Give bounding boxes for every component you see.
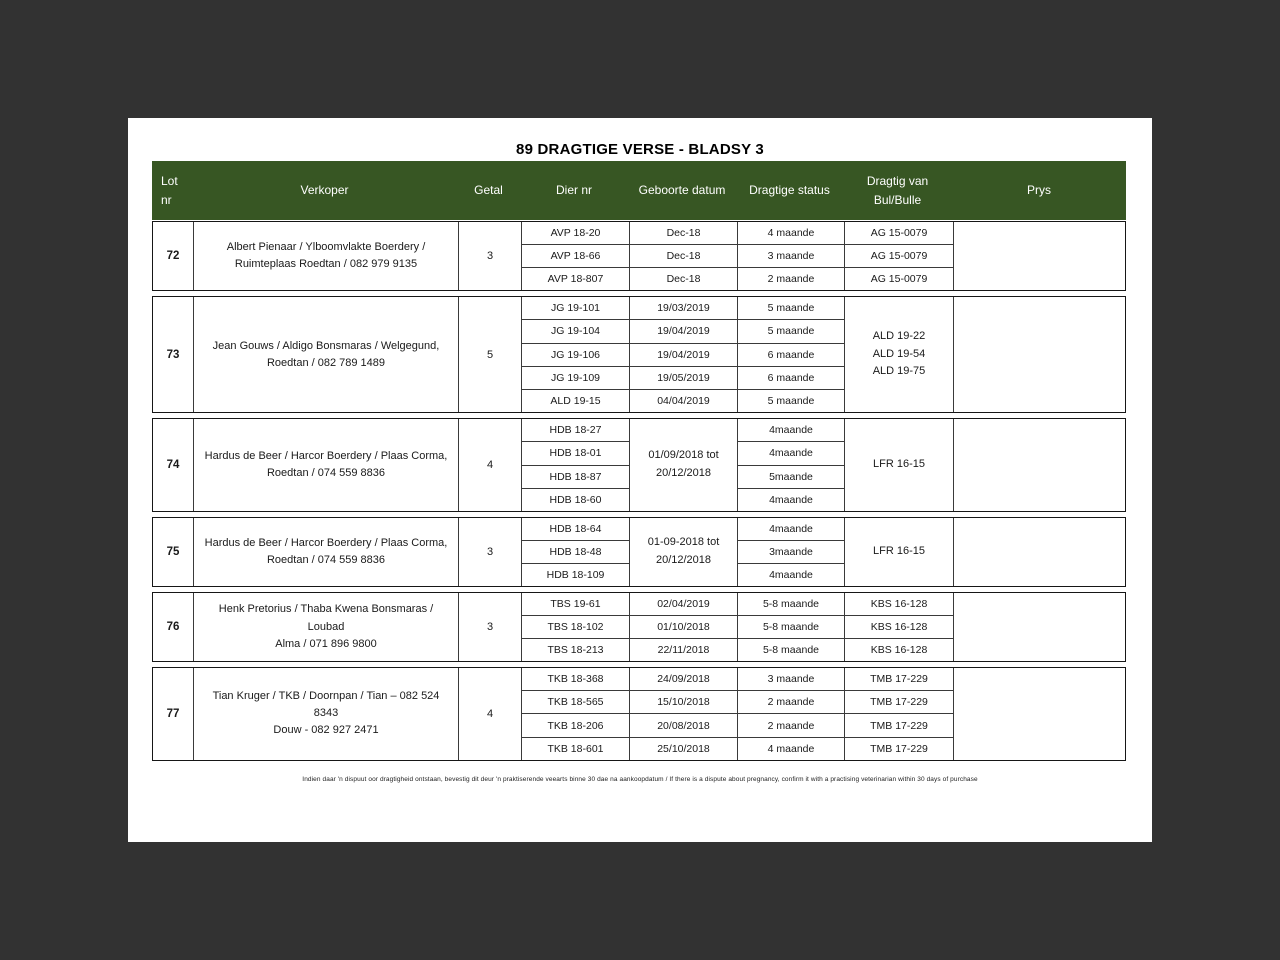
bul-cell: TMB 17-229 (845, 690, 953, 713)
prys-cell (953, 668, 1125, 760)
verkoper-cell (193, 518, 458, 586)
geboorte-datum-cell: 04/04/2019 (630, 389, 737, 412)
geboorte-merged-line: 01/09/2018 tot (648, 449, 719, 462)
verkoper-cell (193, 222, 458, 290)
bul-cell: KBS 16-128 (845, 638, 953, 661)
dier-nr-cell: TBS 19-61 (550, 598, 601, 610)
bul-column (844, 419, 953, 511)
dragtige-status-column (737, 593, 844, 661)
dier-nr-cell: AVP 18-807 (522, 267, 629, 290)
column-header-verkoper: Verkoper (300, 183, 349, 198)
bul-merged-line: ALD 19-75 (872, 365, 926, 378)
dragtige-status-cell: 3maande (738, 540, 844, 563)
bul-cell: AG 15-0079 (845, 244, 953, 267)
geboorte-datum-cell: 02/04/2019 (657, 598, 710, 610)
prys-cell (953, 297, 1125, 412)
verkoper-line: Tian Kruger / TKB / Doornpan / Tian – 082 524 8343 (212, 690, 440, 720)
lot-row-74 (152, 418, 1126, 512)
dier-nr-cell: JG 19-101 (550, 302, 601, 315)
dragtige-status-cell: 5-8 maande (738, 615, 844, 638)
geboorte-datum-cell: 19/04/2019 (630, 343, 737, 366)
geboorte-datum-cell: Dec-18 (666, 227, 701, 240)
lot-nr-cell: 76 (166, 621, 180, 634)
geboorte-datum-cell: 19/04/2019 (630, 319, 737, 342)
dragtige-status-column (737, 419, 844, 511)
lot-row-73 (152, 296, 1126, 413)
dragtige-status-cell: 6 maande (738, 366, 844, 389)
prys-cell (953, 518, 1125, 586)
verkoper-line: Albert Pienaar / Ylboomvlakte Boerdery / (226, 241, 426, 254)
bul-merged-line: LFR 16-15 (873, 458, 925, 471)
bul-cell: KBS 16-128 (845, 615, 953, 638)
verkoper-cell (193, 593, 458, 661)
getal-cell: 4 (458, 419, 521, 511)
bul-column (844, 222, 953, 290)
verkoper-line: Hardus de Beer / Harcor Boerdery / Plaas Corma, (204, 536, 448, 549)
lot-nr-cell: 73 (166, 348, 180, 361)
dier-nr-cell: TKB 18-368 (547, 673, 604, 686)
dragtige-status-column (737, 668, 844, 760)
geboorte-datum-cell: 22/11/2018 (630, 638, 737, 661)
verkoper-line: Ruimteplaas Roedtan / 082 979 9135 (234, 258, 418, 271)
dier-nr-cell: TBS 18-102 (522, 615, 629, 638)
prys-cell (953, 593, 1125, 661)
verkoper-line: Roedtan / 074 559 8836 (266, 466, 386, 479)
dier-nr-cell: TKB 18-206 (522, 713, 629, 736)
dier-nr-cell: AVP 18-20 (550, 227, 601, 240)
dier-nr-cell: HDB 18-87 (522, 465, 629, 488)
dier-nr-cell: AVP 18-66 (522, 244, 629, 267)
pregnancy-dispute-disclaimer: Indien daar 'n dispuut oor dragtigheid ontstaan, bevestig dit deur 'n praktiserende veearts binne 30 dae na aankoopdatum / If there is a dispute about pregnancy, confirm it with a practising veterinarian within 30 days of purchase (302, 775, 978, 783)
dragtige-status-column (737, 297, 844, 412)
dier-nr-cell: JG 19-106 (522, 343, 629, 366)
prys-cell (953, 222, 1125, 290)
geboorte-datum-cell: Dec-18 (630, 267, 737, 290)
bul-cell: TMB 17-229 (845, 713, 953, 736)
geboorte-datum-cell: Dec-18 (630, 244, 737, 267)
dragtige-status-cell: 4maande (738, 441, 844, 464)
dier-nr-cell: TKB 18-565 (522, 690, 629, 713)
dragtige-status-cell: 3 maande (738, 244, 844, 267)
lot-row-75 (152, 517, 1126, 587)
lot-row-76 (152, 592, 1126, 662)
bul-cell: AG 15-0079 (870, 227, 928, 240)
verkoper-cell (193, 668, 458, 760)
bul-cell: KBS 16-128 (870, 598, 928, 610)
dragtige-status-cell: 4 maande (767, 227, 815, 240)
column-header-lot-nr: Lot nr (161, 173, 178, 207)
geboorte-datum-cell: 19/05/2019 (630, 366, 737, 389)
getal-cell: 3 (458, 518, 521, 586)
geboorte-datum-cell: 20/08/2018 (630, 713, 737, 736)
getal-cell: 4 (458, 668, 521, 760)
dragtige-status-cell: 5-8 maande (738, 638, 844, 661)
dier-nr-column (521, 222, 629, 290)
lot-blocks (152, 221, 1126, 761)
lot-row-77 (152, 667, 1126, 761)
verkoper-line: Douw - 082 927 2471 (273, 724, 379, 737)
dragtige-status-cell: 4maande (769, 424, 813, 437)
getal-cell: 5 (458, 297, 521, 412)
dier-nr-column (521, 593, 629, 661)
bul-column (844, 518, 953, 586)
dragtige-status-column (737, 222, 844, 290)
geboorte-merged-line: 01-09-2018 tot (647, 536, 720, 549)
geboorte-merged-line: 20/12/2018 (655, 553, 712, 566)
dier-nr-cell: TKB 18-601 (522, 737, 629, 760)
dragtige-status-cell: 2 maande (738, 267, 844, 290)
dier-nr-column (521, 297, 629, 412)
getal-cell: 3 (458, 593, 521, 661)
dragtige-status-cell: 5 maande (738, 389, 844, 412)
column-header-dragtig-van-bul: Dragtig van Bul/Bulle (866, 173, 929, 207)
dragtige-status-cell: 5 maande (738, 319, 844, 342)
verkoper-line: Alma / 071 896 9800 (275, 637, 377, 650)
geboorte-datum-cell: 19/03/2019 (657, 302, 710, 315)
geboorte-datum-column (629, 297, 737, 412)
dier-nr-cell: HDB 18-01 (522, 441, 629, 464)
dier-nr-cell: HDB 18-48 (522, 540, 629, 563)
geboorte-datum-cell: 25/10/2018 (630, 737, 737, 760)
geboorte-merged-line: 20/12/2018 (655, 466, 712, 479)
table-header-row (152, 161, 1126, 220)
dragtige-status-cell: 2 maande (738, 690, 844, 713)
geboorte-datum-column (629, 222, 737, 290)
verkoper-line: Jean Gouws / Aldigo Bonsmaras / Welgegund, (212, 339, 440, 352)
dragtige-status-cell: 4maande (738, 563, 844, 586)
lot-nr-cell: 77 (166, 707, 180, 720)
bul-merged-line: ALD 19-54 (872, 347, 926, 360)
verkoper-line: Roedtan / 082 789 1489 (266, 356, 386, 369)
dragtige-status-cell: 3 maande (767, 673, 815, 686)
column-header-geboorte-datum: Geboorte datum (638, 183, 726, 198)
lot-nr-cell: 74 (166, 458, 180, 471)
dier-nr-cell: JG 19-104 (522, 319, 629, 342)
geboorte-datum-column (629, 593, 737, 661)
column-header-getal: Getal (474, 183, 503, 198)
verkoper-cell (193, 419, 458, 511)
bul-column (844, 297, 953, 412)
verkoper-cell (193, 297, 458, 412)
column-header-prys: Prys (1027, 183, 1051, 198)
document-page (128, 118, 1152, 842)
bul-merged-line: ALD 19-22 (872, 330, 926, 343)
dragtige-status-cell: 4 maande (738, 737, 844, 760)
bul-column (844, 668, 953, 760)
lot-nr-cell: 75 (166, 545, 180, 558)
dragtige-status-cell: 5-8 maande (762, 598, 820, 610)
dragtige-status-cell: 4maande (738, 488, 844, 511)
dragtige-status-cell: 6 maande (738, 343, 844, 366)
dier-nr-column (521, 668, 629, 760)
column-header-dragtige-status: Dragtige status (749, 183, 830, 198)
geboorte-datum-cell: 01/10/2018 (630, 615, 737, 638)
column-header-dier-nr: Dier nr (555, 183, 592, 198)
lot-row-72 (152, 221, 1126, 291)
verkoper-line: Hardus de Beer / Harcor Boerdery / Plaas Corma, (204, 449, 448, 462)
bul-merged-line: LFR 16-15 (873, 545, 925, 558)
geboorte-datum-column (629, 518, 737, 586)
verkoper-line: Roedtan / 074 559 8836 (266, 553, 386, 566)
dier-nr-cell: JG 19-109 (522, 366, 629, 389)
verkoper-line: Henk Pretorius / Thaba Kwena Bonsmaras / Loubad (218, 603, 434, 633)
dragtige-status-cell: 5 maande (767, 302, 815, 315)
getal-cell: 3 (458, 222, 521, 290)
dier-nr-cell: HDB 18-64 (549, 522, 602, 535)
bul-cell: TMB 17-229 (870, 673, 928, 686)
dragtige-status-column (737, 518, 844, 586)
dragtige-status-cell: 2 maande (738, 713, 844, 736)
dier-nr-cell: HDB 18-60 (522, 488, 629, 511)
geboorte-datum-cell: 24/09/2018 (657, 673, 710, 686)
prys-cell (953, 419, 1125, 511)
geboorte-datum-column (629, 668, 737, 760)
page-title: 89 DRAGTIGE VERSE - BLADSY 3 (516, 141, 764, 158)
bul-cell: TMB 17-229 (845, 737, 953, 760)
dier-nr-column (521, 419, 629, 511)
dier-nr-cell: ALD 19-15 (522, 389, 629, 412)
dragtige-status-cell: 4maande (769, 522, 813, 535)
dier-nr-column (521, 518, 629, 586)
bul-cell: AG 15-0079 (845, 267, 953, 290)
geboorte-datum-column (629, 419, 737, 511)
dragtige-status-cell: 5maande (738, 465, 844, 488)
dier-nr-cell: HDB 18-109 (522, 563, 629, 586)
dier-nr-cell: HDB 18-27 (549, 424, 602, 437)
bul-column (844, 593, 953, 661)
geboorte-datum-cell: 15/10/2018 (630, 690, 737, 713)
dier-nr-cell: TBS 18-213 (522, 638, 629, 661)
lots-table (152, 161, 1126, 761)
lot-nr-cell: 72 (166, 250, 180, 263)
